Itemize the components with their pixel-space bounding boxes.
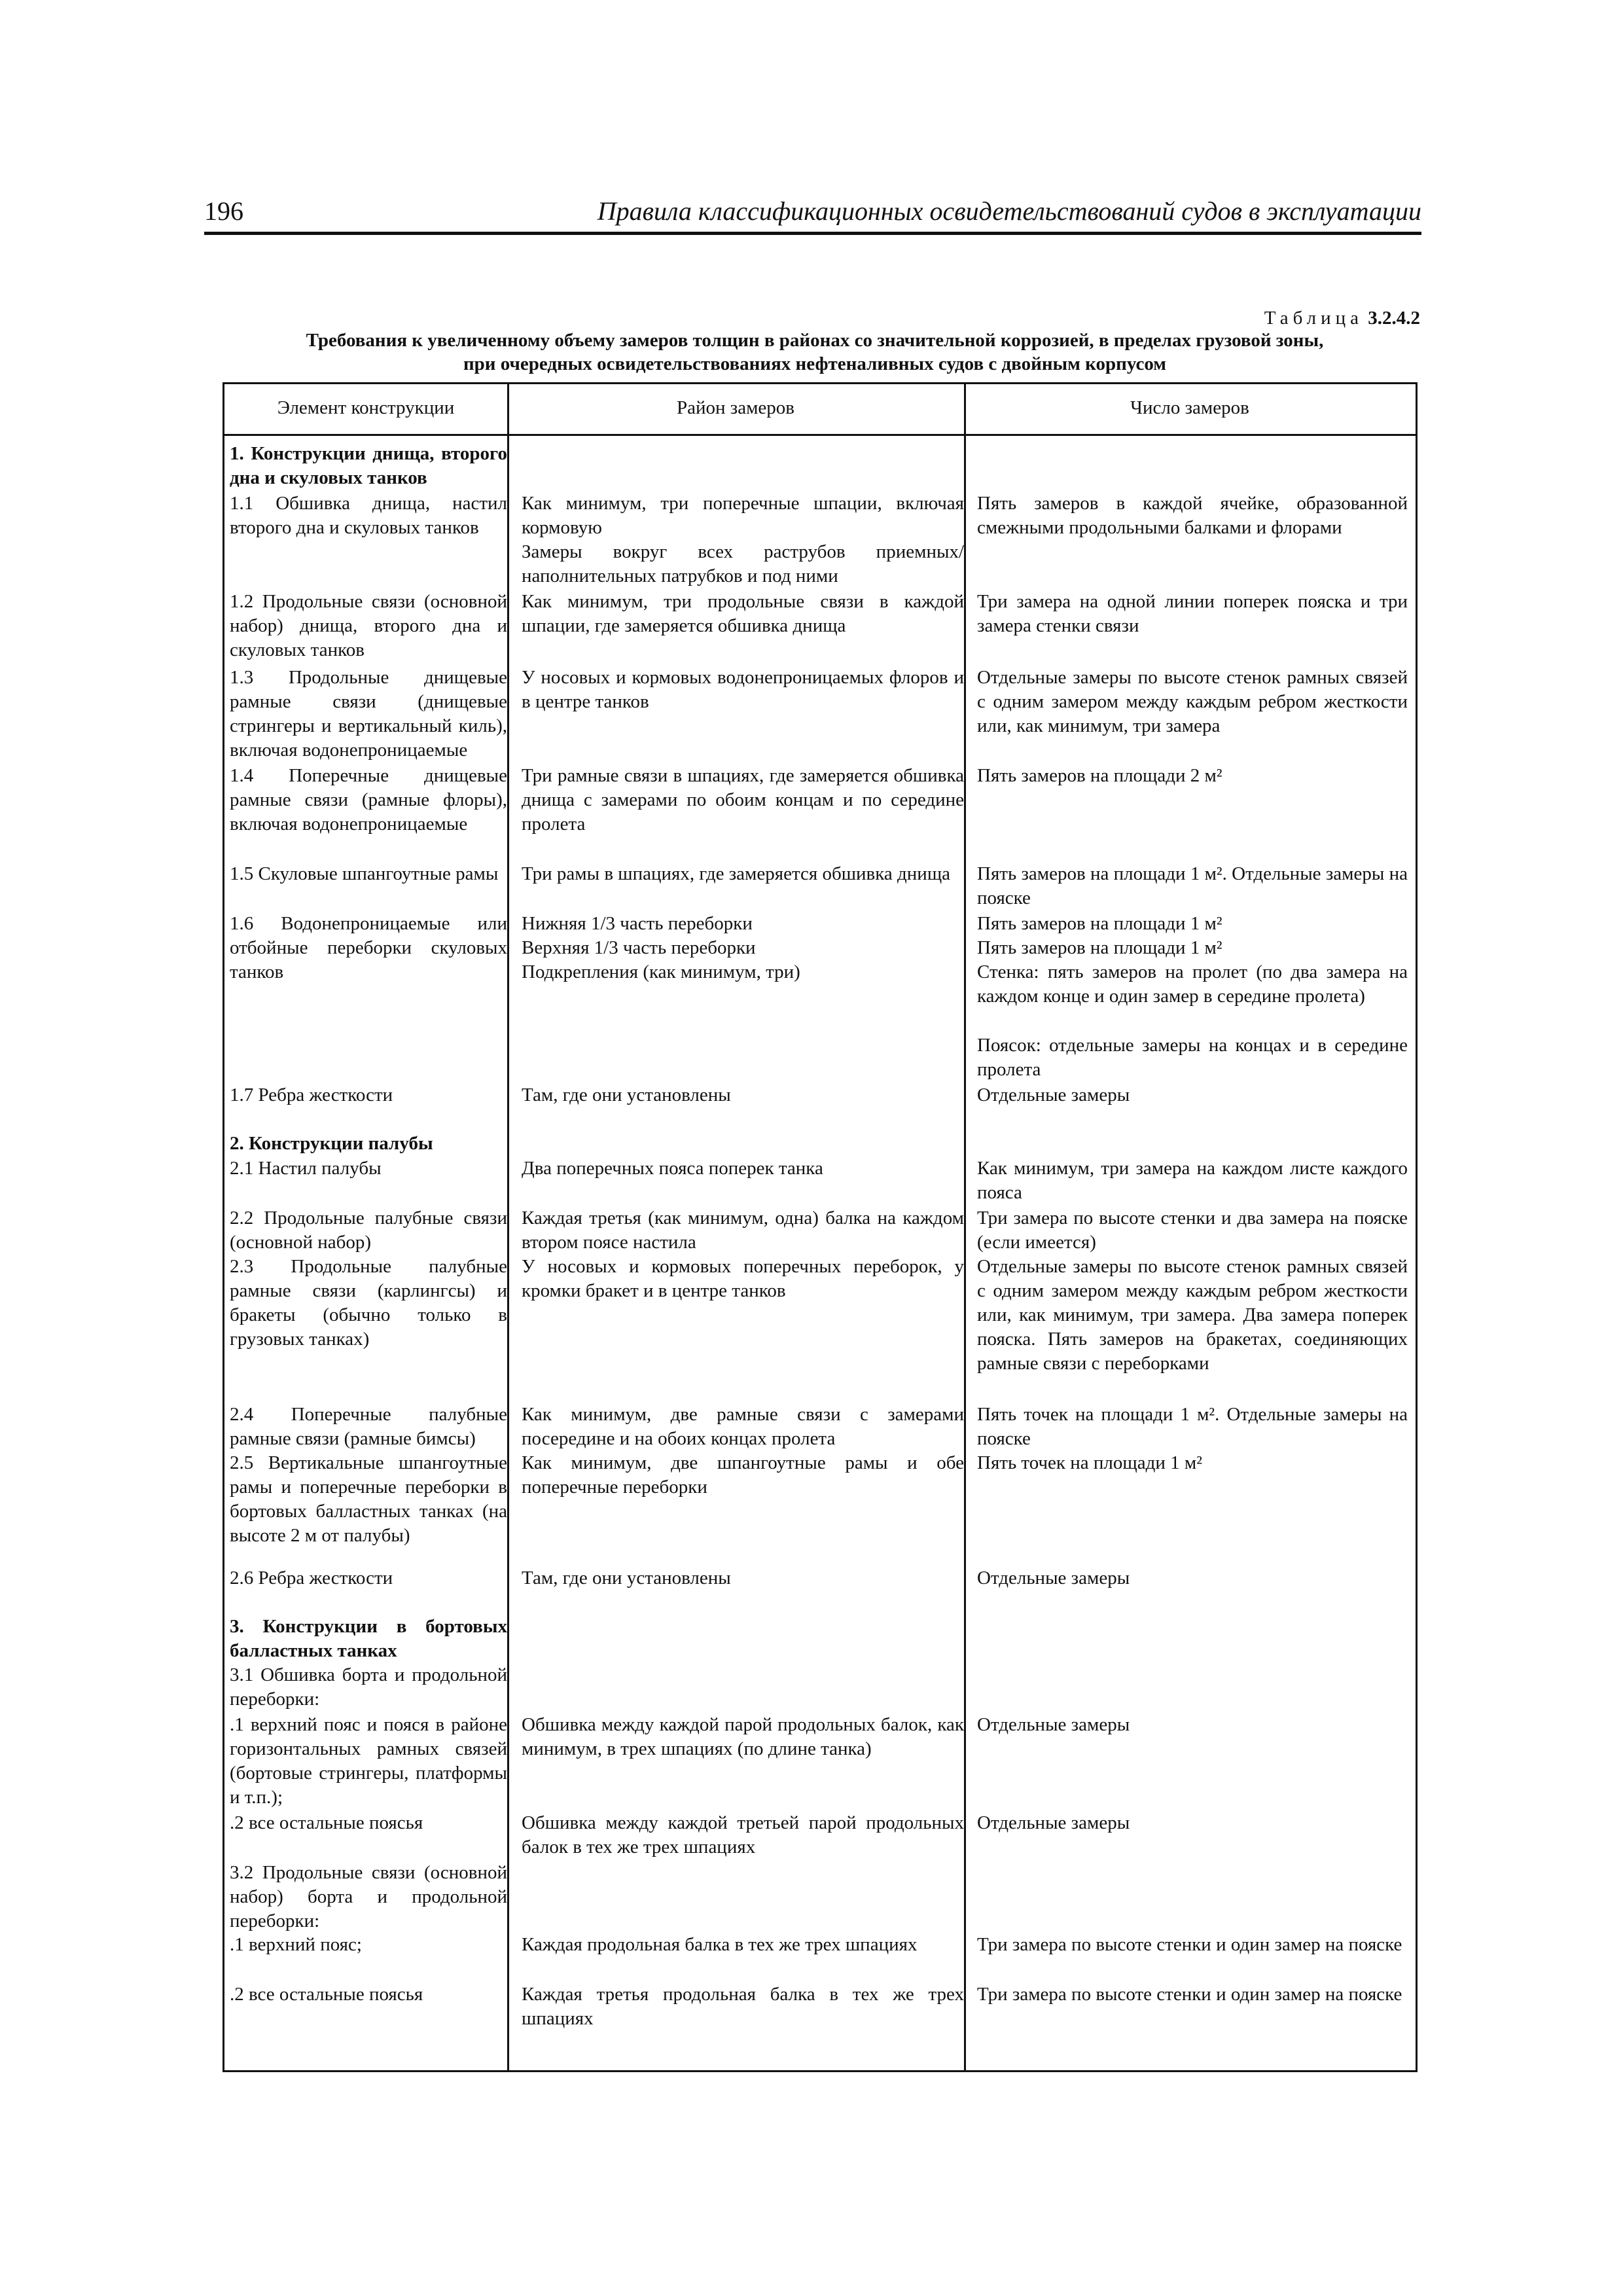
row-area: Как минимум, три поперечные шпации, включая кормовую [522, 493, 964, 538]
header-rule [204, 232, 1421, 235]
column-divider [964, 384, 966, 2070]
row-element: 1.1 Обшивка днища, настил второго дна и скуловых танков [230, 493, 507, 538]
row-area: Как минимум, две шпангоутные рамы и обе поперечные переборки [522, 1452, 964, 1498]
table-label [1264, 308, 1420, 329]
row-area: У носовых и кормовых поперечных переборок, у кромки бракет и в центре танков [522, 1256, 964, 1301]
row-count: Пять замеров на площади 1 м² [977, 913, 1222, 934]
column-header-element: Элемент конструкции [277, 397, 455, 418]
row-count: Пять замеров на площади 1 м². Отдельные замеры на пояске [977, 863, 1408, 908]
header-row-rule [224, 434, 1416, 436]
row-element: 2.2 Продольные палубные связи (основной набор) [230, 1208, 507, 1253]
row-area: Каждая третья продольная балка в тех же трех шпациях [522, 1984, 964, 2029]
row-element: 2.5 Вертикальные шпангоутные рамы и поперечные переборки в бортовых балластных танках (на высоте 2 м от палубы) [230, 1452, 507, 1546]
row-element: 2.3 Продольные палубные рамные связи (карлингсы) и бракеты (обычно только в грузовых танках) [230, 1256, 507, 1350]
row-area: Три рамные связи в шпациях, где замеряется обшивка днища с замерами по обоим концам и по середине пролета [522, 765, 964, 834]
running-title: Правила классификационных освидетельствований судов в эксплуатации [597, 196, 1421, 226]
row-area: Подкрепления (как минимум, три) [522, 961, 800, 982]
row-area: Замеры вокруг всех раструбов приемных/наполнительных патрубков и под ними [522, 541, 964, 586]
row-area: Каждая продольная балка в тех же трех шпациях [522, 1934, 918, 1955]
page-header [204, 198, 1421, 232]
row-count: Пять замеров на площади 1 м² [977, 937, 1222, 958]
row-count: Отдельные замеры [977, 1085, 1130, 1105]
row-element: 1.7 Ребра жесткости [230, 1085, 393, 1105]
row-count: Стенка: пять замеров на пролет (по два замера на каждом конце и один замер в середине пролета) [977, 961, 1408, 1007]
row-element: 1. Конструкции днища, второго дна и скуловых танков [230, 443, 507, 488]
column-header-area: Район замеров [676, 397, 795, 418]
row-count: Отдельные замеры [977, 1568, 1130, 1588]
column-header-count: Число замеров [1130, 397, 1249, 418]
row-element: .2 все остальные поясья [230, 1984, 423, 2005]
row-element: 2. Конструкции палубы [230, 1133, 433, 1154]
row-area: Как минимум, три продольные связи в каждой шпации, где замеряется обшивка днища [522, 591, 964, 636]
row-element: 2.6 Ребра жесткости [230, 1568, 393, 1588]
row-count: Пять замеров на площади 2 м² [977, 765, 1222, 786]
row-count: Три замера по высоте стенки и один замер на пояске [977, 1984, 1402, 2005]
row-count: Отдельные замеры по высоте стенок рамных связей с одним замером между каждым ребром жесткости или, как минимум, три замера. Два замера поперек пояска. Пять замеров на бракетах, соединяющих рамные связи с переборками [977, 1256, 1408, 1374]
row-count: Как минимум, три замера на каждом листе каждого пояса [977, 1158, 1408, 1203]
row-element: .1 верхний пояс; [230, 1934, 362, 1955]
row-element: .1 верхний пояс и пояся в районе горизонтальных рамных связей (бортовые стрингеры, платформы и т.п.); [230, 1714, 507, 1808]
caption-line-1: Требования к увеличенному объему замеров толщин в районах со значительной коррозией, в пределах грузовой зоны, [306, 330, 1324, 351]
row-area: Три рамы в шпациях, где замеряется обшивка днища [522, 863, 951, 884]
row-element: 3.1 Обшивка борта и продольной переборки: [230, 1664, 507, 1710]
row-area: У носовых и кормовых водонепроницаемых флоров и в центре танков [522, 667, 964, 712]
row-count: Три замера по высоте стенки и один замер на пояске [977, 1934, 1402, 1955]
row-count: Три замера по высоте стенки и два замера на пояске (если имеется) [977, 1208, 1408, 1253]
row-count: Пять замеров в каждой ячейке, образованной смежными продольными балками и флорами [977, 493, 1408, 538]
row-element: 3.2 Продольные связи (основной набор) борта и продольной переборки: [230, 1862, 507, 1931]
row-area: Верхняя 1/3 часть переборки [522, 937, 756, 958]
row-area: Обшивка между каждой третьей парой продольных балок в тех же трех шпациях [522, 1812, 964, 1857]
row-element: 1.3 Продольные днищевые рамные связи (днищевые стрингеры и вертикальный киль), включая водонепроницаемые [230, 667, 507, 761]
table-label-word: Таблица [1264, 308, 1363, 329]
column-divider [507, 384, 509, 2070]
row-element: 1.5 Скуловые шпангоутные рамы [230, 863, 499, 884]
row-element: 1.4 Поперечные днищевые рамные связи (рамные флоры), включая водонепроницаемые [230, 765, 507, 834]
row-area: Как минимум, две рамные связи с замерами посередине и на обоих концах пролета [522, 1404, 964, 1449]
row-area: Обшивка между каждой парой продольных балок, как минимум, в трех шпациях (по длине танка) [522, 1714, 964, 1759]
page-number: 196 [204, 196, 243, 226]
row-element: 2.1 Настил палубы [230, 1158, 382, 1179]
row-area: Нижняя 1/3 часть переборки [522, 913, 753, 934]
measurements-table [223, 382, 1418, 2072]
row-count: Отдельные замеры [977, 1714, 1130, 1735]
row-count: Отдельные замеры [977, 1812, 1130, 1833]
table-caption [216, 329, 1414, 376]
row-count: Отдельные замеры по высоте стенок рамных связей с одним замером между каждым ребром жесткости или, как минимум, три замера [977, 667, 1408, 736]
row-count: Три замера на одной линии поперек пояска и три замера стенки связи [977, 591, 1408, 636]
row-count: Поясок: отдельные замеры на концах и в середине пролета [977, 1035, 1408, 1080]
row-element: .2 все остальные поясья [230, 1812, 423, 1833]
caption-line-2: при очередных освидетельствованиях нефтеналивных судов с двойным корпусом [463, 353, 1167, 374]
row-element: 2.4 Поперечные палубные рамные связи (рамные бимсы) [230, 1404, 507, 1449]
row-area: Два поперечных пояса поперек танка [522, 1158, 823, 1179]
row-element: 1.2 Продольные связи (основной набор) днища, второго дна и скуловых танков [230, 591, 507, 660]
row-element: 1.6 Водонепроницаемые или отбойные переборки скуловых танков [230, 913, 507, 982]
row-area: Там, где они установлены [522, 1568, 731, 1588]
row-area: Там, где они установлены [522, 1085, 731, 1105]
table-label-number: 3.2.4.2 [1368, 308, 1420, 329]
row-count: Пять точек на площади 1 м². Отдельные замеры на пояске [977, 1404, 1408, 1449]
row-element: 3. Конструкции в бортовых балластных танках [230, 1616, 507, 1661]
row-area: Каждая третья (как минимум, одна) балка на каждом втором поясе настила [522, 1208, 964, 1253]
row-count: Пять точек на площади 1 м² [977, 1452, 1202, 1473]
